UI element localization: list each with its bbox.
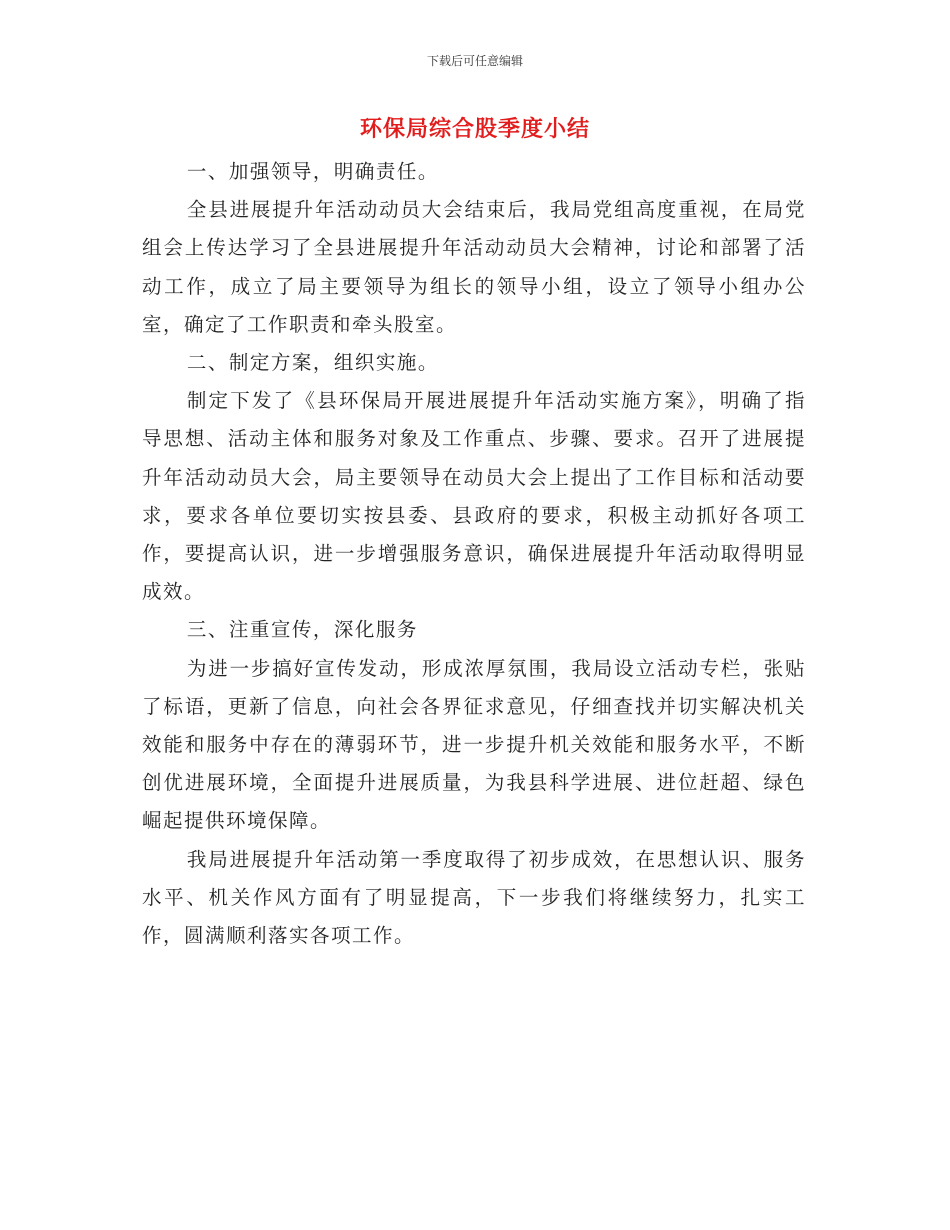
document-body	[142, 153, 806, 955]
section-heading-1: 一、加强领导，明确责任。	[186, 160, 439, 183]
document-title: 环保局综合股季度小结	[359, 117, 590, 142]
paragraph-3: 为进一步搞好宣传发动，形成浓厚氛围，我局设立活动专栏，张贴了标语，更新了信息，向社会各界征求意见，仔细查找并切实解决机关效能和服务中存在的薄弱环节，进一步提升机关效能和服务水平，不断创优进展环境，全面提升进展质量，为我县科学进展、进位赶超、绿色崛起提供环境保障。	[142, 656, 806, 833]
header-note: 下载后可任意编辑	[426, 54, 523, 68]
section-heading-3: 三、注重宣传，深化服务	[186, 618, 418, 642]
paragraph-2: 制定下发了《县环保局开展进展提升年活动实施方案》，明确了指导思想、活动主体和服务对象及工作重点、步骤、要求。召开了进展提升年活动动员大会，局主要领导在动员大会上提出了工作目标和活动要求，要求各单位要切实按县委、县政府的要求，积极主动抓好各项工作，要提高认识，进一步增强服务意识，确保进展提升年活动取得明显成效。	[142, 389, 806, 604]
paragraph-4: 我局进展提升年活动第一季度取得了初步成效，在思想认识、服务水平、机关作风方面有了明显提高，下一步我们将继续努力，扎实工作，圆满顺利落实各项工作。	[142, 847, 806, 948]
section-heading-2: 二、制定方案，组织实施。	[186, 351, 439, 375]
paragraph-1: 全县进展提升年活动动员大会结束后，我局党组高度重视，在局党组会上传达学习了全县进展提升年活动动员大会精神，讨论和部署了活动工作，成立了局主要领导为组长的领导小组，设立了领导小组办公室，确定了工作职责和牵头股室。	[142, 198, 806, 336]
